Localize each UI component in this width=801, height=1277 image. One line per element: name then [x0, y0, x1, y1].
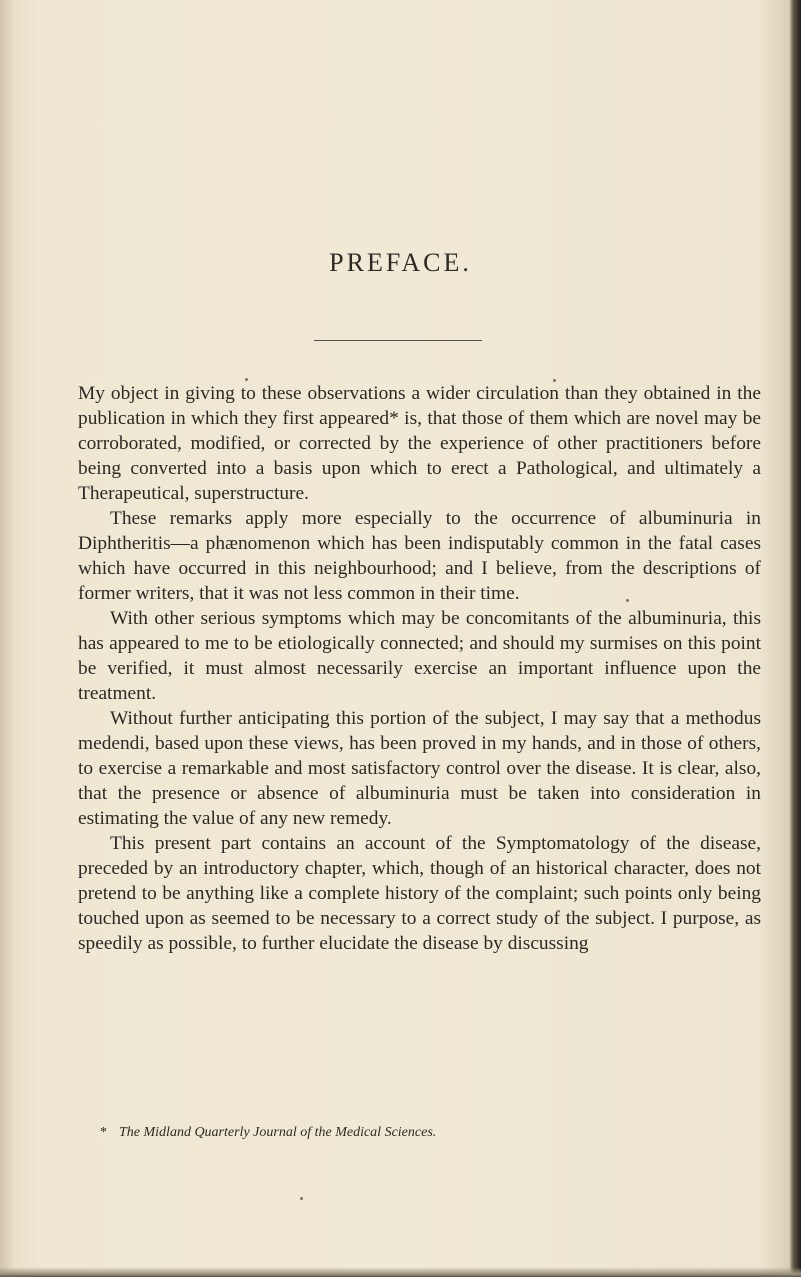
- page-gutter-shadow: [0, 0, 14, 1277]
- page-edge-right: [789, 0, 801, 1277]
- paper-speck: [300, 1197, 303, 1200]
- title-rule: [314, 340, 482, 341]
- paragraph: With other serious symptoms which may be concomitants of the albuminuria, this has appeared to me to be etiologically connected; and should my surmises on this point be verified, it must almost necessarily exercise an important influence upon the treatment.: [78, 608, 761, 704]
- footnote-text: The Midland Quarterly Journal of the Medical Sciences.: [119, 1125, 437, 1140]
- footnote-mark: *: [100, 1125, 107, 1140]
- paragraph: Without further anticipating this portion of the subject, I may say that a methodus medendi, based upon these views, has been proved in my hands, and in those of others, to exercise a remarkable and most satisfactory control over the disease. It is clear, also, that the presence or absence of albuminuria must be taken into consideration in estimating the value of any new remedy.: [78, 708, 761, 829]
- preface-body: [78, 381, 761, 956]
- paragraph: This present part contains an account of the Symptomatology of the disease, preceded by an introductory chapter, which, though of an historical character, does not pretend to be anything like a complete history of the complaint; such points only being touched upon as seemed to be necessary to a correct study of the subject. I purpose, as speedily as possible, to further elucidate the disease by discussing: [78, 833, 761, 954]
- footnote: [100, 1125, 780, 1141]
- paragraph: These remarks apply more especially to the occurrence of albuminuria in Diphtheritis—a phænomenon which has been indisputably common in the fatal cases which have occurred in this neighbourhood; and I believe, from the descriptions of former writers, that it was not less common in their time.: [78, 508, 761, 604]
- page-edge-bottom: [0, 1267, 801, 1277]
- page-title: PREFACE.: [329, 248, 472, 277]
- paragraph: My object in giving to these observations a wider circulation than they obtained in the publication in which they first appeared* is, that those of them which are novel may be corroborated, modified, or corrected by the experience of other practitioners before being converted into a basis upon which to erect a Pathological, and ultimately a Therapeutical, superstructure.: [78, 383, 761, 504]
